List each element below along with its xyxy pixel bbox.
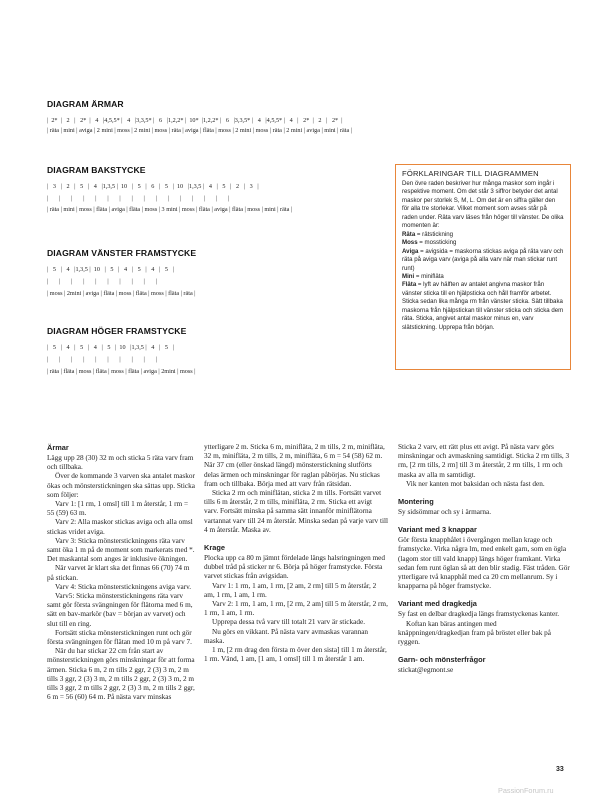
section-heading-armar: Ärmar (47, 443, 69, 452)
paragraph: Upprepa dessa två varv till totalt 21 varv är stickade. (212, 618, 366, 627)
paragraph: Plocka upp ca 80 m jämnt fördelade längs halsringningen med dubbel tråd på sticker nr 6. Börja på höger framstycke. Första varvet stickas från avigsidan. (204, 554, 386, 581)
diagram-hoger-moments: | räta | fläta | moss | fläta | moss | fläta | aviga | 2mini | moss | (47, 368, 196, 375)
diagram-vanster-counts: | 5 | 4 |1,3,5 | 10 | 5 | 4 | 5 | 4 | 5 | (47, 266, 174, 273)
paragraph: Sy sidsömmar och sy i ärmarna. (398, 508, 492, 517)
paragraph: Varv 2: 1 rm, 1 am, 1 rm, [2 rm, 2 am] till 5 m återstår, 2 rm, 1 rm, 1 am, 1 rm. (204, 600, 388, 618)
diagram-armar-moments: | räta | mini | aviga | 2 mini | moss | 2 mini | moss | räta | aviga | fläta | moss | 2 mini | moss | räta | 2 mini | aviga | mini | räta | (47, 127, 353, 134)
paragraph: Varv5: Sticka mönsterstickningens räta varv samt gör första svängningen för flätorna med 6 m, sätt en bav-markör (bav = början av varvet) och slut till en ring. (47, 592, 193, 628)
diagram-bakstycke-counts: | 3 | 2 | 5 | 4 |1,3,5 | 10 | 5 | 6 | 5 | 10 |1,3,5 | 4 | 5 | 2 | 3 | (47, 183, 259, 190)
paragraph: Lägg upp 28 (30) 32 m och sticka 5 räta varv fram och tillbaka. (47, 454, 194, 472)
explanation-title: FÖRKLARINGAR TILL DIAGRAMMEN (402, 169, 539, 178)
section-heading-montering: Montering (398, 497, 434, 507)
diagram-armar-title: DIAGRAM ÄRMAR (47, 99, 124, 109)
section-heading-krage: Krage (204, 543, 225, 553)
diagram-bakstycke-moments: | räta | mini | moss | fläta | aviga | fläta | moss | 3 mini | moss | fläta | aviga | fläta | moss | mini | räta | (47, 206, 293, 213)
paragraph: När varvet är klart ska det finnas 66 (70) 74 m på stickan. (47, 564, 190, 582)
diagram-bakstycke-title: DIAGRAM BAKSTYCKE (47, 165, 146, 175)
contact-email: stickat@egmont.se (398, 666, 454, 675)
paragraph: Varv 2: Alla maskor stickas aviga och alla omsl stickas vridet aviga. (47, 518, 193, 536)
diagram-armar-counts: | 2* | 2 | 2* | 4 |4,5,5* | 4 |3,3,5* | 6 |1,2,2* | 10* |1,2,2* | 6 |3,3,5* | 4 |4,5,5* | 4 | 2* | 2 | 2* | (47, 117, 343, 124)
section-heading-variant-knappar: Variant med 3 knappar (398, 525, 477, 535)
explanation-item: Mini = minifläta (402, 272, 444, 280)
explanation-intro: Den övre raden beskriver hur många maskor som ingår i respektive moment. Om det står 3 siffror betyder det antal maskor per storlek S, M, L. Om det är en siffra gäller den för alla tre storlekar. Vilket moment som avses står på raden under. Räta varv läses från höger till vänster. De olika momenten är: (402, 180, 564, 230)
paragraph: Varv 1: 1 rm, 1 am, 1 rm, [2 am, 2 rm] till 5 m återstår, 2 am, 1 rm, 1 am, 1 rm. (204, 581, 377, 599)
explanation-item: Moss = mossticking (402, 239, 457, 247)
paragraph: Fortsätt sticka mönsterstickningen runt och gör första svängningen för flätan med 10 m på varv 7. (47, 628, 192, 647)
section-heading-contact: Garn- och mönsterfrågor (398, 655, 486, 665)
paragraph: Sticka 2 varv, ett rätt plus ett avigt. På nästa varv görs minskningar och avmaskning samtidigt. Sticka 2 rm tills, 3 rm, [2 rm tills, 2 rm] till 3 m återstår, 2 rm tills, 1 rm och maska av alla m samtidigt. (398, 443, 570, 479)
column-2 (204, 443, 388, 664)
page-number: 33 (556, 766, 564, 773)
column-1 (47, 443, 197, 702)
diagram-vanster-spacer: | | | | | | | | | | (47, 278, 157, 285)
diagram-bakstycke-spacer: | | | | | | | | | | | | | | | | (47, 195, 230, 202)
paragraph: Varv 4: Sticka mönsterstickningens aviga varv. (55, 582, 192, 591)
paragraph: Sy fast en delbar dragkedja längs framstyckenas kanter. (398, 610, 560, 619)
column-3 (398, 443, 570, 675)
paragraph: Koftan kan bäras antingen med knäppningen/dragkedjan fram på bröstet eller bak på ryggen. (398, 619, 551, 647)
diagram-hoger-counts: | 5 | 4 | 5 | 4 | 5 | 10 |1,3,5 | 4 | 5 | (47, 344, 174, 351)
explanation-item: Aviga = avigsida = maskorna stickas aviga på räta varv och räta på aviga varv (aviga på alla varv när man stickar runt runt) (402, 247, 564, 272)
diagram-hoger-title: DIAGRAM HÖGER FRAMSTYCKE (47, 326, 187, 336)
diagram-vanster-title: DIAGRAM VÄNSTER FRAMSTYCKE (47, 248, 197, 258)
paragraph: Varv 1: [1 rm, 1 omsl] till 1 m återstår, 1 rm = 55 (59) 63 m. (47, 500, 189, 518)
paragraph: ytterligare 2 m. Sticka 6 m, minifläta, 2 m tills, 2 m, minifläta, 32 m, minifläta, 2 m tills, 2 m, minifläta, 6 m = 54 (58) 62 m. När 37 cm (eller önskad längd) mönsterstickning slutförts delas ärmen och minskningar för raglan påbörjas. Nu stickas fram och tillbaka. Börja med att varv från rätsidan. (204, 443, 385, 488)
watermark: PassionForum.ru (498, 786, 554, 795)
paragraph: Varv 3: Sticka mönsterstickningens räta varv samt öka 1 m på de moment som markerats med *. Det maskantal som anges är inklusive ökningen. (47, 536, 195, 564)
explanation-item: Räta = rätstickning (402, 230, 453, 238)
paragraph: Vik ner kanten mot baksidan och nästa fast den. (406, 479, 545, 488)
explanation-text (402, 180, 564, 332)
explanation-box (395, 164, 571, 370)
paragraph: Sticka 2 rm och miniflätan, sticka 2 m tills. Fortsätt varvet tills 6 m återstår, 2 m tills, minifläta, 2 rm. Sticka ett avigt varv. Fortsätt minska på samma sätt innanför miniflätorna vartannat varv till 24 m återstår. Minska sedan på varje varv till 4 m återstår. Maska av. (204, 489, 389, 534)
paragraph: Nu görs en vikkant. På nästa varv avmaskas varannan maska. (204, 627, 369, 645)
explanation-item: Fläta = lyft av hälften av antalet angivna maskor från vänster sticka till en hjälpsticka och håll framför arbetet. Sticka sedan lika många rm från vänster sticka. Sätt tillbaka maskorna från hjälpstickan till vänster sticka och sticka dem räta. Sticka, angivet antal maskor minus en, varv slätstickning. Upprepa från början. (402, 281, 564, 331)
paragraph: När du har stickar 22 cm från start av mönsterstickningen görs minskningar för att forma ärmen. Sticka 6 m, 2 m tills 2 ggr, 2 (3) 3 m, 2 m tills 3 ggr, 2 (3) 3 m, 2 m tills 2 ggr, 2 (3) 3 m, 2 m tills 3 ggr, 2 m tills 2 ggr, 2 (3) 3 m, 2 m tills 2 ggr, 6 m = 56 (60) 64 m. På nästa varv minskas (47, 647, 195, 702)
paragraph: 1 m, [2 rm drag den första m över den sista] till 1 m återstår, 1 rm. Vänd, 1 am, [1 am, 1 omsl] till 1 m återstår 1 am. (204, 646, 387, 664)
section-heading-variant-dragkedja: Variant med dragkedja (398, 599, 477, 609)
paragraph: Över de kommande 3 varven ska antalet maskor ökas och mönsterstickningen ska sättas upp. Sticka som följer: (47, 472, 195, 499)
paragraph: Gör första knapphålet i övergången mellan krage och framstycke. Virka några lm, med enkelt garn, som en ögla (lagom stor till vald knapp) längs höger framkant. Virka sedan fem runt öglan så att den blir stadig. Fäst tråden. Gör ytterligare två knapphål med ca 20 cm mellanrum. Sy i knapparna på höger framstycke. (398, 536, 570, 591)
diagram-hoger-spacer: | | | | | | | | | | (47, 356, 157, 363)
diagram-vanster-moments: | moss | 2mini | aviga | fläta | moss | fläta | moss | fläta | räta | (47, 290, 196, 297)
